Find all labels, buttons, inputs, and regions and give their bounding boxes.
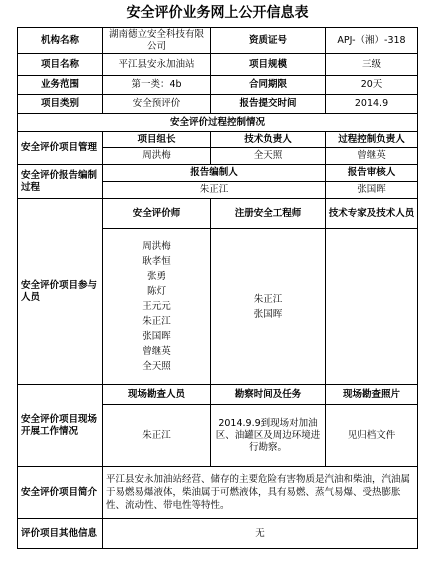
members-label: 安全评价项目参与人员 <box>18 199 103 385</box>
report-label: 安全评价报告编制过程 <box>18 165 103 199</box>
evaluator-name: 朱正江 <box>142 316 171 327</box>
members-header-evaluators: 安全评价师 <box>103 199 211 229</box>
evaluator-name: 周洪梅 <box>142 241 171 252</box>
intro-text: 平江县安永加油站经营、储存的主要危险有害物质是汽油和柴油，汽油属于易燃易爆液体，柴油属于可燃液体，具有易燃、蒸气易爆、受热膨胀性、流动性、带电性等特性。 <box>103 467 418 519</box>
project-scale-value: 三级 <box>326 54 418 76</box>
evaluator-list <box>103 229 211 385</box>
mgmt-control: 曾继英 <box>326 148 418 165</box>
row-report-headers <box>18 165 418 182</box>
row-mgmt-headers <box>18 132 418 148</box>
site-task: 2014.9.9到现场对加油区、油罐区及周边环境进行勘察。 <box>211 405 326 467</box>
project-name-label: 项目名称 <box>18 54 103 76</box>
process-section-title: 安全评价过程控制情况 <box>18 114 418 132</box>
cert-label: 资质证号 <box>211 28 326 54</box>
scope-value: 第一类：4b <box>103 76 211 95</box>
evaluator-name: 陈灯 <box>146 286 166 297</box>
project-scale-label: 项目规模 <box>211 54 326 76</box>
mgmt-tech: 全天照 <box>211 148 326 165</box>
row-scope <box>18 76 418 95</box>
report-writer-label: 报告编制人 <box>103 165 326 182</box>
mgmt-leader: 周洪梅 <box>103 148 211 165</box>
report-writer: 朱正江 <box>103 182 326 199</box>
info-table <box>17 27 418 549</box>
members-header-engineers: 注册安全工程师 <box>211 199 326 229</box>
cert-value: APJ-（湘）-318 <box>326 28 418 54</box>
site-header-photo: 现场勘查照片 <box>326 385 418 405</box>
evaluator-name: 全天照 <box>142 361 171 372</box>
period-label: 合同期限 <box>211 76 326 95</box>
engineer-name: 朱正江 <box>253 293 283 305</box>
site-header-task: 勘察时间及任务 <box>211 385 326 405</box>
report-reviewer: 张国晖 <box>326 182 418 199</box>
mgmt-header-tech: 技术负责人 <box>211 132 326 148</box>
mgmt-header-control: 过程控制负责人 <box>326 132 418 148</box>
evaluator-name: 王元元 <box>142 301 171 312</box>
other-label: 评价项目其他信息 <box>18 519 103 549</box>
mgmt-header-leader: 项目组长 <box>103 132 211 148</box>
other-value: 无 <box>103 519 418 549</box>
row-category <box>18 95 418 114</box>
site-staff: 朱正江 <box>103 405 211 467</box>
row-other <box>18 519 418 549</box>
evaluator-name: 张勇 <box>146 271 166 282</box>
evaluator-name: 曾继英 <box>142 346 171 357</box>
row-process-title <box>18 114 418 132</box>
site-label: 安全评价项目现场开展工作情况 <box>18 385 103 467</box>
mgmt-label: 安全评价项目管理 <box>18 132 103 165</box>
category-value: 安全预评价 <box>103 95 211 114</box>
project-name-value: 平江县安永加油站 <box>103 54 211 76</box>
evaluator-name: 耿孝恒 <box>142 256 171 267</box>
scope-label: 业务范围 <box>18 76 103 95</box>
engineer-name: 张国晖 <box>253 308 283 320</box>
members-header-experts: 技术专家及技术人员 <box>326 199 418 229</box>
site-photo: 见归档文件 <box>326 405 418 467</box>
intro-label: 安全评价项目简介 <box>18 467 103 519</box>
report-reviewer-label: 报告审核人 <box>326 165 418 182</box>
submit-time-label: 报告提交时间 <box>211 95 326 114</box>
period-value: 20天 <box>326 76 418 95</box>
row-org <box>18 28 418 54</box>
evaluator-name: 张国晖 <box>142 331 171 342</box>
row-intro <box>18 467 418 519</box>
engineer-list <box>211 229 326 385</box>
site-header-staff: 现场勘查人员 <box>103 385 211 405</box>
row-site-headers <box>18 385 418 405</box>
org-name-value: 湖南德立安全科技有限公司 <box>103 28 211 54</box>
category-label: 项目类别 <box>18 95 103 114</box>
page-title: 安全评价业务网上公开信息表 <box>126 5 309 21</box>
row-members-headers <box>18 199 418 229</box>
expert-list <box>326 229 418 385</box>
org-name-label: 机构名称 <box>18 28 103 54</box>
submit-time-value: 2014.9 <box>326 95 418 114</box>
row-project <box>18 54 418 76</box>
